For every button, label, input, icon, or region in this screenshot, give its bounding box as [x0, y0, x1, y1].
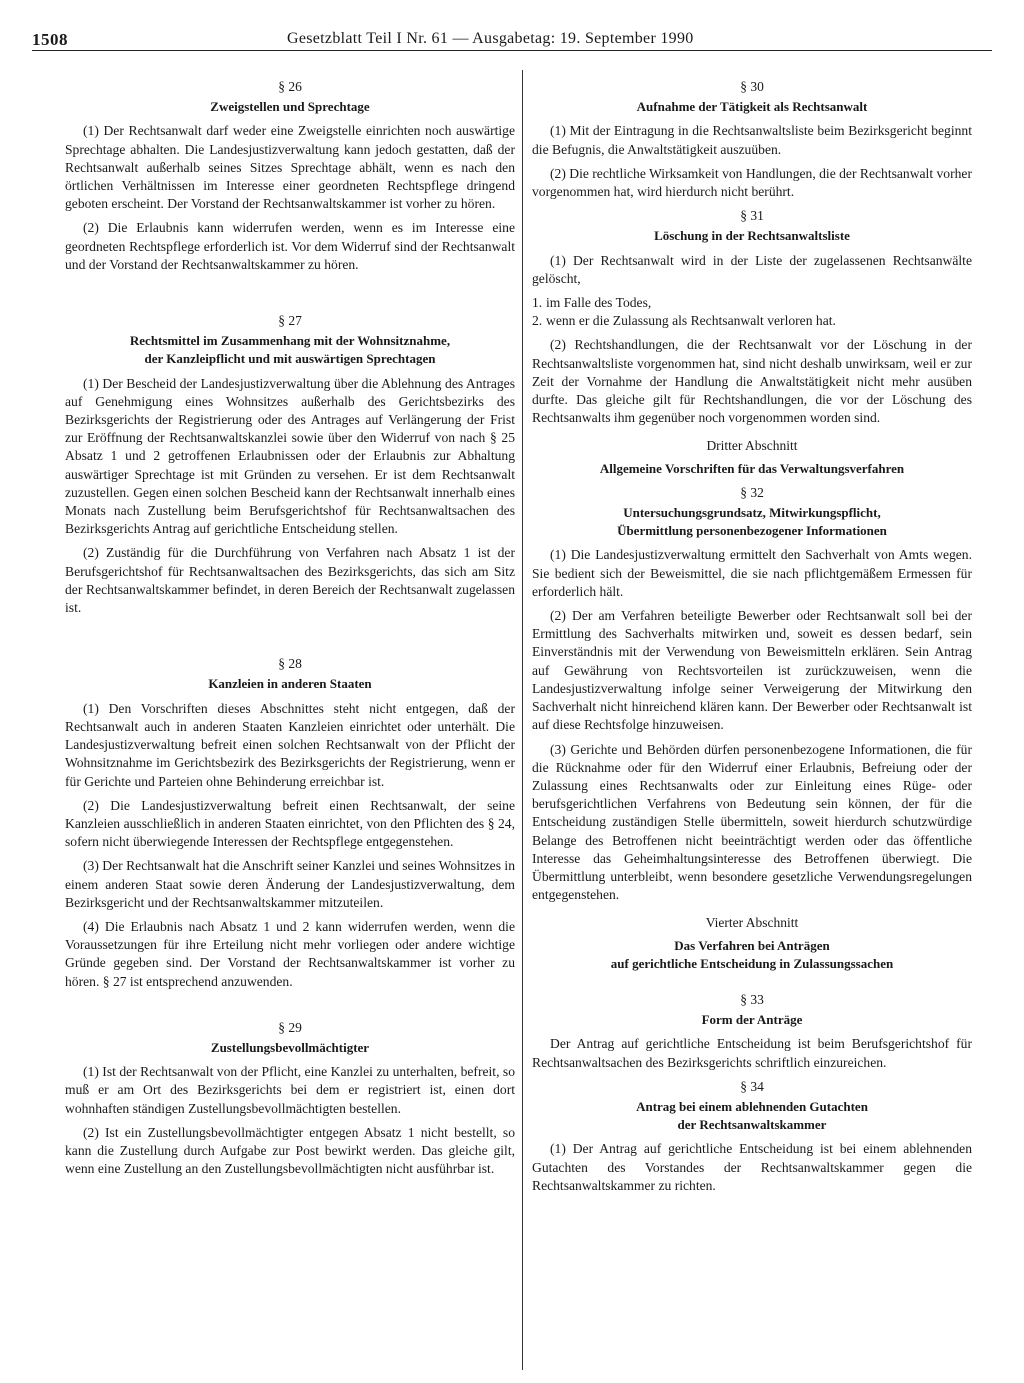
section-title-line: Übermittlung personenbezogener Informationen [617, 523, 887, 539]
chapter-label: Dritter Abschnitt [706, 438, 798, 454]
right-column [532, 72, 972, 1201]
paragraph: (1) Der Antrag auf gerichtliche Entscheidung ist bei einem ablehnenden Gutachten des Vorstandes der Rechtsanwaltskammer gegen die Rechtsanwaltskammer zu richten. [532, 1141, 972, 1193]
paragraph: (2) Der am Verfahren beteiligte Bewerber oder Rechtsanwalt soll bei der Ermittlung des Sachverhalts mitwirken und, soweit es dessen bedarf, sein Einverständnis mit der Verwendung von Beweismitteln erklären. Sein Antrag auf Gewährung von Rechtsvorteilen ist zurückzuweisen, wenn die Landesjustizverwaltung infolge seiner Verweigerung der Mitwirkung den Sachverhalt nicht hinreichend klären kann. Der Bewerber oder Rechtsanwalt ist auf diese Rechtsfolge hinzuweisen. [532, 608, 972, 733]
section-number: § 28 [278, 656, 302, 672]
section-number: § 30 [740, 79, 764, 94]
running-title: Gesetzblatt Teil I Nr. 61 — Ausgabetag: 19. September 1990 [287, 30, 694, 47]
paragraph: (1) Der Bescheid der Landesjustizverwaltung über die Ablehnung des Antrages auf Genehmigung eines Wohnsitzes außerhalb des Gerichtsbezirks des Bezirksgerichts der Registrierung oder des Antrages auf Verlängerung der Frist zur Eröffnung der Rechtsanwaltskanzlei sowie über den Widerruf von nach § 25 Absatz 1 und 2 getroffenen Erlaubnissen oder der Erlaubnis zur Abhaltung auswärtiger Sprechtage ist mit Gründen zu versehen. Er ist dem Rechtsanwalt zuzustellen. Gegen einen solchen Bescheid kann der Rechtsanwalt innerhalb eines Monats nach Zustellung beim Berufsgerichtshof für Rechtsanwaltsachen des Bezirksgerichts Antrag auf gerichtliche Entscheidung stellen. [65, 375, 515, 537]
chapter-label: Vierter Abschnitt [705, 915, 799, 931]
paragraph: (1) Mit der Eintragung in die Rechtsanwaltsliste beim Bezirksgericht beginnt die Befugnis, die Anwaltstätigkeit auszuüben. [532, 123, 972, 157]
section-title-line: Untersuchungsgrundsatz, Mitwirkungspflicht, [623, 505, 881, 521]
section-title [532, 504, 972, 540]
section-34 [532, 1078, 972, 1195]
section-title: Löschung in der Rechtsanwaltsliste [654, 228, 850, 244]
paragraph: (1) Der Rechtsanwalt wird in der Liste der zugelassenen Rechtsanwälte gelöscht, [532, 252, 972, 286]
paragraph: (2) Ist ein Zustellungsbevollmächtigter entgegen Absatz 1 nicht bestellt, so kann die Zustellung durch Aufgabe zur Post bewirkt werden. Das gleiche gilt, wenn eine Zustellung an den Zustellungsbevollmächtigten nicht ausführbar ist. [65, 1124, 515, 1177]
chapter-3 [532, 437, 972, 477]
chapter-title-line: auf gerichtliche Entscheidung in Zulassungssachen [610, 955, 894, 971]
paragraph: Der Antrag auf gerichtliche Entscheidung ist beim Berufsgerichtshof für Rechtsanwaltsachen des Bezirksgerichts schriftlich einzureichen. [532, 1036, 972, 1070]
chapter-title-line: Das Verfahren bei Anträgen [674, 937, 830, 953]
list-item-number: 2. [532, 313, 543, 329]
enumerated-list [532, 294, 972, 330]
paragraph: (1) Die Landesjustizverwaltung ermittelt den Sachverhalt von Amts wegen. Sie bedient sich der Beweismittel, die sie nach pflichtgemäßem Ermessen für erforderlich hält. [532, 547, 972, 599]
section-title: Kanzleien in anderen Staaten [208, 676, 372, 692]
paragraph: (2) Zuständig für die Durchführung von Verfahren nach Absatz 1 ist der Berufsgerichtshof für Rechtsanwaltsachen des Bezirksgerichts, das sich am Sitz der Rechtsanwaltskammer befindet, in deren Bereich der Rechtsanwalt zugelassen ist. [65, 545, 515, 616]
section-32 [532, 484, 972, 904]
section-title-line: Antrag bei einem ablehnenden Gutachten [636, 1098, 868, 1114]
section-title: Zweigstellen und Sprechtage [210, 99, 370, 115]
section-title [65, 332, 515, 368]
section-33 [532, 991, 972, 1072]
section-title-line: Rechtsmittel im Zusammenhang mit der Wohnsitznahme, [129, 333, 451, 349]
paragraph: (2) Die Erlaubnis kann widerrufen werden, wenn es im Interesse eine geordneten Rechtspflege erforderlich ist. Vor dem Widerruf sind der Rechtsanwalt und der Vorstand der Rechtsanwaltskammer zu hören. [65, 220, 515, 272]
section-27 [65, 312, 515, 617]
section-number: § 26 [278, 79, 302, 94]
section-title-line: der Kanzleipflicht und mit auswärtigen Sprechtagen [144, 351, 436, 367]
paragraph: (2) Die rechtliche Wirksamkeit von Handlungen, die der Rechtsanwalt vorher vorgenommen hat, wird hierdurch nicht berührt. [532, 165, 972, 200]
section-title [532, 1098, 972, 1134]
paragraph: (3) Der Rechtsanwalt hat die Anschrift seiner Kanzlei und seines Wohnsitzes in einem anderen Staat sowie deren Änderung der Landesjustizverwaltung, dem Bezirksgericht und der Rechtsanwaltskammer mitzuteilen. [65, 858, 515, 910]
section-title-line: der Rechtsanwaltskammer [677, 1117, 827, 1133]
column-divider [522, 70, 523, 1370]
paragraph: (1) Der Rechtsanwalt darf weder eine Zweigstelle einrichten noch auswärtige Sprechtage abhalten. Die Landesjustizverwaltung kann jedoch gestatten, daß der Rechtsanwalt außerhalb seines Sitzes Sprechtage abhält, wenn es nach den örtlichen Verhältnissen im Interesse einer geordneten Rechtspflege dringend geboten erscheint. Der Vorstand der Rechtsanwaltskammer ist vorher zu hören. [65, 123, 515, 212]
paragraph: (3) Gerichte und Behörden dürfen personenbezogene Informationen, die für die Rücknahme oder für den Widerruf einer Erlaubnis, Befreiung oder der Zulassung eines Rechtsanwalts oder zur Einleitung eines Rüge- oder berufsgerichtlichen Verfahrens von Bedeutung sein können, der für die Entscheidung zuständigen Stelle übermitteln, soweit hierdurch schutzwürdige Belange des Betroffenen nicht beeinträchtigt werden oder das öffentliche Interesse das Geheimhaltungsinteresse des Betroffenen überwiegt. Die Übermittlung unterbleibt, wenn besondere gesetzliche Verwendungsregelungen entgegenstehen. [532, 741, 972, 903]
section-31 [532, 207, 972, 427]
chapter-title [532, 937, 972, 973]
section-title: Zustellungsbevollmächtigter [210, 1039, 370, 1055]
section-number: § 34 [740, 1078, 764, 1094]
page-number: 1508 [32, 30, 68, 49]
section-29 [65, 1019, 515, 1179]
section-number: § 31 [740, 208, 764, 224]
section-26 [65, 78, 515, 274]
list-item-text: im Falle des Todes, [546, 295, 652, 311]
list-item-text: wenn er die Zulassung als Rechtsanwalt verloren hat. [546, 313, 836, 329]
list-item [532, 294, 972, 312]
section-title: Form der Anträge [701, 1012, 803, 1028]
chapter-title: Allgemeine Vorschriften für das Verwaltungsverfahren [599, 460, 905, 476]
paragraph: (2) Die Landesjustizverwaltung befreit einen Rechtsanwalt, der seine Kanzleien ausschließlich in anderen Staaten einrichtet, von den Pflichten des § 24, sofern nicht überwiegende Interessen der Rechtspflege entgegenstehen. [65, 797, 515, 850]
section-28 [65, 655, 515, 990]
paragraph: (1) Den Vorschriften dieses Abschnittes steht nicht entgegen, daß der Rechtsanwalt auch in anderen Staaten Kanzleien einrichtet oder unterhält. Die Landesjustizverwaltung befreit einen solchen Rechtsanwalt von der Pflicht der Wohnsitznahme im Gerichtsbezirk des Bezirksgerichts der Registrierung, wenn er für Gerichte und Parteien ohne Behinderung erreichbar ist. [65, 700, 515, 789]
page-header [32, 30, 992, 56]
section-30 [532, 78, 972, 201]
list-item [532, 312, 972, 330]
section-number: § 33 [740, 991, 764, 1007]
paragraph: (2) Rechtshandlungen, die der Rechtsanwalt vor der Löschung in der Rechtsanwaltsliste vorgenommen hat, sind nicht deshalb unwirksam, weil er zur Zeit der Vornahme der Handlung die Anwaltstätigkeit nicht mehr ausüben durfte. Das gleiche gilt für Rechtshandlungen, die vor der Löschung des Rechtsanwalts ihm gegenüber noch vorgenommen worden sind. [532, 337, 972, 426]
header-rule [32, 50, 992, 51]
section-number: § 29 [278, 1019, 302, 1035]
list-item-number: 1. [532, 295, 543, 311]
paragraph: (4) Die Erlaubnis nach Absatz 1 und 2 kann widerrufen werden, wenn die Voraussetzungen für ihre Erteilung nicht mehr vorliegen oder andere wichtige Gründe gegeben sind. Der Vorstand der Rechtsanwaltskammer ist vorher zu hören. § 27 ist entsprechend anzuwenden. [65, 918, 515, 989]
section-title: Aufnahme der Tätigkeit als Rechtsanwalt [636, 99, 868, 115]
section-number: § 32 [740, 484, 764, 500]
section-number: § 27 [278, 313, 302, 329]
paragraph: (1) Ist der Rechtsanwalt von der Pflicht, eine Kanzlei zu unterhalten, befreit, so muß er am Ort des Bezirksgerichts bei dem er registriert ist, einen dort wohnhaften ständigen Zustellungsbevollmächtigten bestellen. [65, 1064, 515, 1116]
left-column [65, 72, 515, 1184]
chapter-4 [532, 914, 972, 973]
